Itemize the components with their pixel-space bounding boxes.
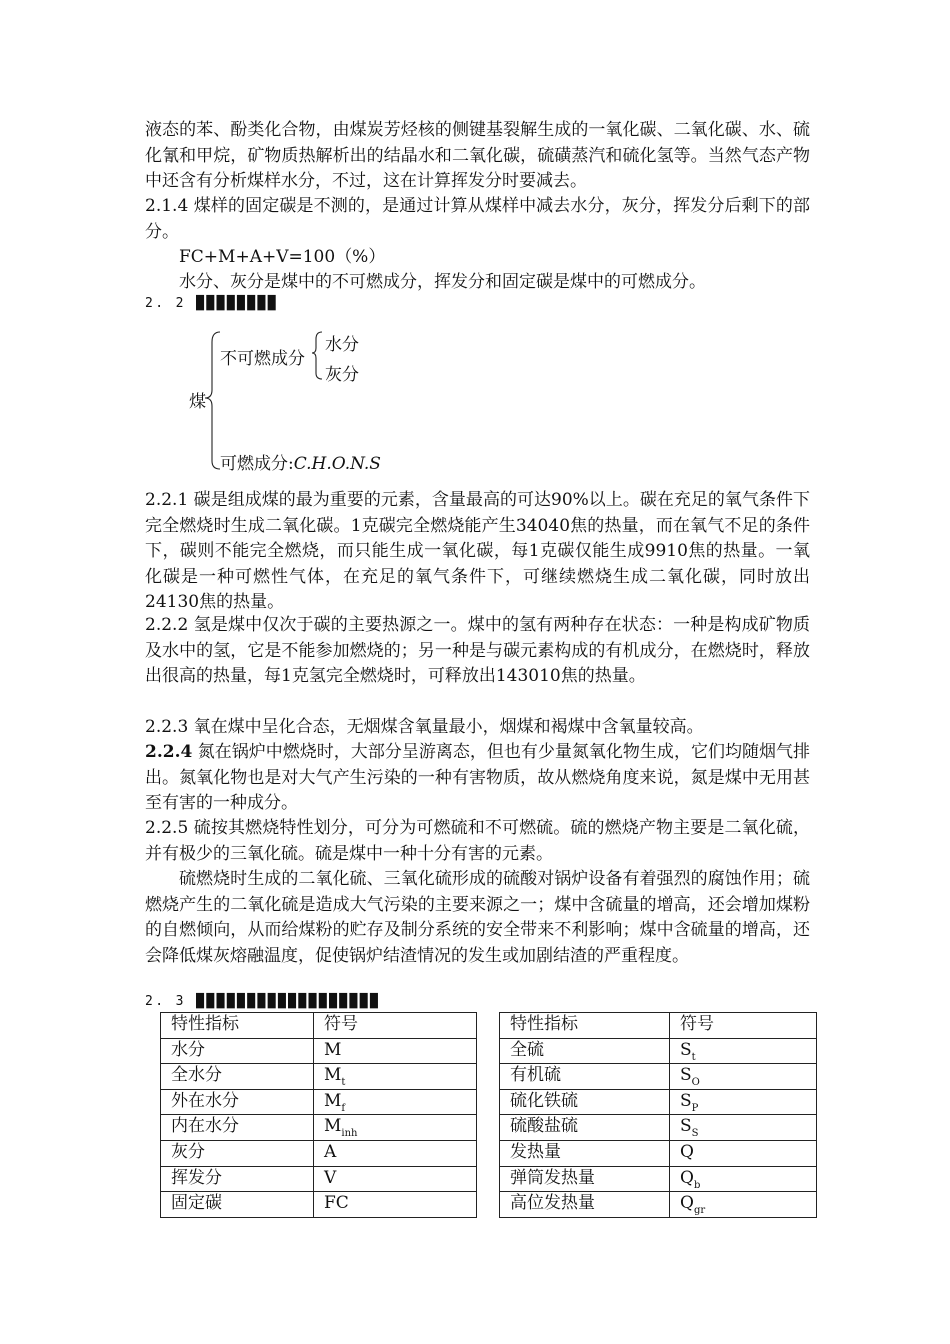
index-name: 水分 [161, 1038, 314, 1064]
header-symbol: 符号 [670, 1013, 817, 1039]
index-name: 灰分 [161, 1140, 314, 1166]
symbol: M [324, 1039, 342, 1060]
header-index: 特性指标 [161, 1013, 314, 1039]
symbol-cell [670, 1192, 817, 1218]
table-row [500, 1115, 817, 1141]
table-row [500, 1038, 817, 1064]
symbol-sub: t [341, 1077, 346, 1089]
symbol: S [680, 1116, 692, 1137]
table-header-row [161, 1013, 477, 1039]
symbol-cell [314, 1166, 477, 1192]
symbol-cell [670, 1115, 817, 1141]
table-header-row [500, 1013, 817, 1039]
symbol-cell [314, 1192, 477, 1218]
table-row [161, 1166, 477, 1192]
symbol: M [324, 1090, 342, 1111]
symbol: V [324, 1167, 337, 1188]
symbol-cell [670, 1064, 817, 1090]
symbol: S [680, 1065, 692, 1086]
coal-index-table-left [160, 1012, 477, 1218]
symbol-cell [314, 1140, 477, 1166]
index-name: 固定碳 [161, 1192, 314, 1218]
symbol-sub: f [341, 1102, 346, 1114]
table-row [161, 1038, 477, 1064]
ash-label: 灰分 [325, 365, 359, 385]
symbol-sub: gr [693, 1205, 706, 1217]
table-row [500, 1089, 817, 1115]
paragraph-2-2-2-hydrogen: 2.2.2 氢是煤中仅次于碳的主要热源之一。煤中的氢有两种存在状态：一种是构成矿物质及水中的氢，它是不能参加燃烧的；另一种是与碳元素构成的有机成分，在燃烧时，释放出很高的热量，每1克氢完全燃烧时，可释放出143010焦的热量。 [145, 615, 810, 686]
section-number: 2.2.4 [145, 742, 193, 762]
symbol-sub: t [691, 1051, 696, 1063]
symbol-cell [314, 1089, 477, 1115]
table-row [161, 1192, 477, 1218]
symbol: Q [680, 1193, 694, 1214]
coal-index-table-right [499, 1012, 817, 1218]
noncombustible-label: 不可燃成分 [220, 349, 305, 369]
combustible-label: 可燃成分: [220, 454, 294, 474]
symbol-sub: inh [341, 1128, 358, 1140]
formula-fc: FC+M+A+V=100（%） [179, 247, 386, 267]
table-row [161, 1064, 477, 1090]
symbol-cell [670, 1140, 817, 1166]
symbol-sub: b [693, 1179, 701, 1191]
heading-2-3: 2. 3 ██████████████████ [145, 994, 381, 1009]
heading-2-2: 2. 2 ████████ [145, 296, 278, 311]
index-name: 挥发分 [161, 1166, 314, 1192]
symbol: Q [680, 1167, 694, 1188]
table-row [500, 1192, 817, 1218]
elements-label: C.H.O.N.S [293, 454, 381, 474]
index-name: 全水分 [161, 1064, 314, 1090]
table-row [161, 1115, 477, 1141]
index-name: 外在水分 [161, 1089, 314, 1115]
symbol: S [680, 1039, 692, 1060]
index-name: 弹筒发热量 [500, 1166, 670, 1192]
index-name: 全硫 [500, 1038, 670, 1064]
symbol: A [324, 1141, 337, 1162]
symbol-cell [670, 1166, 817, 1192]
paragraph-volatile-products: 液态的苯、酚类化合物，由煤炭芳烃核的侧键基裂解生成的一氧化碳、二氧化碳、水、硫化氰和甲烷，矿物质热解析出的结晶水和二氧化碳，硫磺蒸汽和硫化氢等。当然气态产物中还含有分析煤样水分，不过，这在计算挥发分时要减去。 [145, 120, 810, 191]
table-row [500, 1140, 817, 1166]
symbol-sub: P [691, 1102, 699, 1114]
paragraph-2-2-4-nitrogen [145, 740, 810, 817]
combustible-elements [220, 449, 381, 474]
index-name: 有机硫 [500, 1064, 670, 1090]
symbol-cell [670, 1038, 817, 1064]
coal-root-label: 煤 [189, 392, 206, 412]
table-row [161, 1140, 477, 1166]
paragraph-2-2-5-sulfur: 2.2.5 硫按其燃烧特性划分，可分为可燃硫和不可燃硫。硫的燃烧产物主要是二氧化硫，并有极少的三氧化硫。硫是煤中一种十分有害的元素。 [145, 818, 810, 864]
paragraph-combustible-summary: 水分、灰分是煤中的不可燃成分，挥发分和固定碳是煤中的可燃成分。 [179, 272, 706, 292]
symbol-sub: S [691, 1128, 699, 1140]
table-row [500, 1064, 817, 1090]
header-symbol: 符号 [314, 1013, 477, 1039]
table-row [500, 1166, 817, 1192]
symbol-cell [670, 1089, 817, 1115]
paragraph-2-2-3-oxygen: 2.2.3 氧在煤中呈化合态，无烟煤含氧量最小，烟煤和褐煤中含氧量较高。 [145, 717, 704, 737]
symbol: FC [324, 1193, 349, 1214]
paragraph-2-2-1-carbon: 2.2.1 碳是组成煤的最为重要的元素，含量最高的可达90%以上。碳在充足的氧气条件下完全燃烧时生成二氧化碳。1克碳完全燃烧能产生34040焦的热量，而在氧气不足的条件下，碳则不能完全燃烧，而只能生成一氧化碳，每1克碳仅能生成9910焦的热量。一氧化碳是一种可燃性气体，在充足的氧气条件下，可继续燃烧生成二氧化碳，同时放出24130焦的热量。 [145, 490, 810, 612]
index-name: 发热量 [500, 1140, 670, 1166]
water-label: 水分 [325, 335, 359, 355]
index-name: 硫化铁硫 [500, 1089, 670, 1115]
symbol: M [324, 1116, 342, 1137]
symbol: M [324, 1065, 342, 1086]
index-name: 内在水分 [161, 1115, 314, 1141]
nitrogen-text: 氮在锅炉中燃烧时，大部分呈游离态，但也有少量氮氧化物生成，它们均随烟气排出。氮氧化物也是对大气产生污染的一种有害物质，故从燃烧角度来说，氮是煤中无用甚至有害的一种成分。 [145, 742, 810, 813]
index-name: 硫酸盐硫 [500, 1115, 670, 1141]
symbol: S [680, 1090, 692, 1111]
symbol: Q [680, 1141, 694, 1162]
header-index: 特性指标 [500, 1013, 670, 1039]
index-name: 高位发热量 [500, 1192, 670, 1218]
paragraph-sulfur-effects: 硫燃烧时生成的二氧化硫、三氧化硫形成的硫酸对锅炉设备有着强烈的腐蚀作用；硫燃烧产生的二氧化硫是造成大气污染的主要来源之一；煤中含硫量的增高，还会增加煤粉的自燃倾向，从而给煤粉的贮存及制分系统的安全带来不利影响；煤中含硫量的增高，还会降低煤灰熔融温度，促使锅炉结渣情况的发生或加剧结渣的严重程度。 [145, 869, 810, 966]
symbol-cell [314, 1064, 477, 1090]
symbol-cell [314, 1038, 477, 1064]
symbol-cell [314, 1115, 477, 1141]
paragraph-2-1-4: 2.1.4 煤样的固定碳是不测的，是通过计算从煤样中减去水分，灰分，挥发分后剩下的部分。 [145, 196, 810, 242]
symbol-sub: O [691, 1077, 700, 1089]
table-row [161, 1089, 477, 1115]
